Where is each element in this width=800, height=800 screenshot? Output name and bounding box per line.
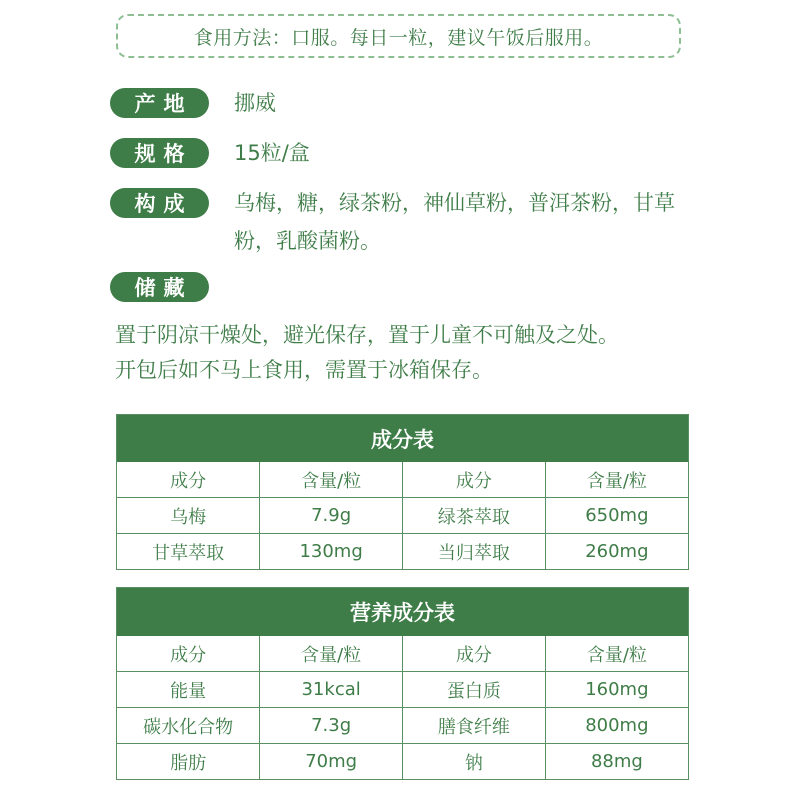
table-cell: 乌梅 <box>117 498 260 534</box>
spec-value: 15粒/盒 <box>234 141 310 165</box>
spec-label: 规格 <box>110 138 209 168</box>
usage-text: 食用方法：口服。每日一粒，建议午饭后服用。 <box>193 26 604 49</box>
table-cell: 800mg <box>545 708 688 744</box>
storage-value <box>115 318 715 388</box>
table-row <box>117 534 688 570</box>
table-row <box>117 744 688 780</box>
table-row <box>117 708 688 744</box>
table-cell: 蛋白质 <box>403 672 546 708</box>
origin-row <box>110 88 704 122</box>
table-row <box>117 498 688 534</box>
table-header-row <box>117 636 688 672</box>
nutrition-table <box>116 587 689 780</box>
table-cell: 70mg <box>260 744 403 780</box>
table-cell: 钠 <box>403 744 546 780</box>
usage-instructions <box>116 14 681 58</box>
table-cell: 7.3g <box>260 708 403 744</box>
table-cell: 当归萃取 <box>403 534 546 570</box>
storage-row <box>110 272 209 302</box>
nutrition-table-title: 营养成分表 <box>117 588 688 636</box>
ingredients-table <box>116 414 689 570</box>
table-cell: 碳水化合物 <box>117 708 260 744</box>
table-cell: 脂肪 <box>117 744 260 780</box>
table-cell: 650mg <box>545 498 688 534</box>
origin-label: 产地 <box>110 88 209 118</box>
table-cell: 260mg <box>545 534 688 570</box>
spec-row <box>110 138 704 172</box>
nutrition-table-grid <box>117 636 688 779</box>
storage-line-2: 开包后如不马上食用，需置于冰箱保存。 <box>115 358 493 382</box>
ingredients-table-grid <box>117 462 688 569</box>
table-cell: 甘草萃取 <box>117 534 260 570</box>
table-header-row <box>117 462 688 498</box>
table-cell: 160mg <box>545 672 688 708</box>
table-cell: 绿茶萃取 <box>403 498 546 534</box>
origin-value: 挪威 <box>234 91 276 115</box>
header-cell: 成分 <box>403 636 546 672</box>
table-cell: 7.9g <box>260 498 403 534</box>
table-cell: 膳食纤维 <box>403 708 546 744</box>
table-row <box>117 672 688 708</box>
composition-row <box>110 188 704 260</box>
table-cell: 能量 <box>117 672 260 708</box>
table-cell: 31kcal <box>260 672 403 708</box>
storage-line-1: 置于阴凉干燥处，避光保存，置于儿童不可触及之处。 <box>115 323 619 347</box>
header-cell: 成分 <box>117 636 260 672</box>
header-cell: 含量/粒 <box>260 462 403 498</box>
header-cell: 成分 <box>117 462 260 498</box>
composition-value: 乌梅，糖，绿茶粉，神仙草粉，普洱茶粉，甘草粉，乳酸菌粉。 <box>234 191 675 253</box>
header-cell: 含量/粒 <box>260 636 403 672</box>
header-cell: 成分 <box>403 462 546 498</box>
header-cell: 含量/粒 <box>545 636 688 672</box>
table-cell: 88mg <box>545 744 688 780</box>
header-cell: 含量/粒 <box>545 462 688 498</box>
ingredients-table-title: 成分表 <box>117 415 688 462</box>
composition-label: 构成 <box>110 188 209 218</box>
table-cell: 130mg <box>260 534 403 570</box>
storage-label: 储藏 <box>110 272 209 302</box>
